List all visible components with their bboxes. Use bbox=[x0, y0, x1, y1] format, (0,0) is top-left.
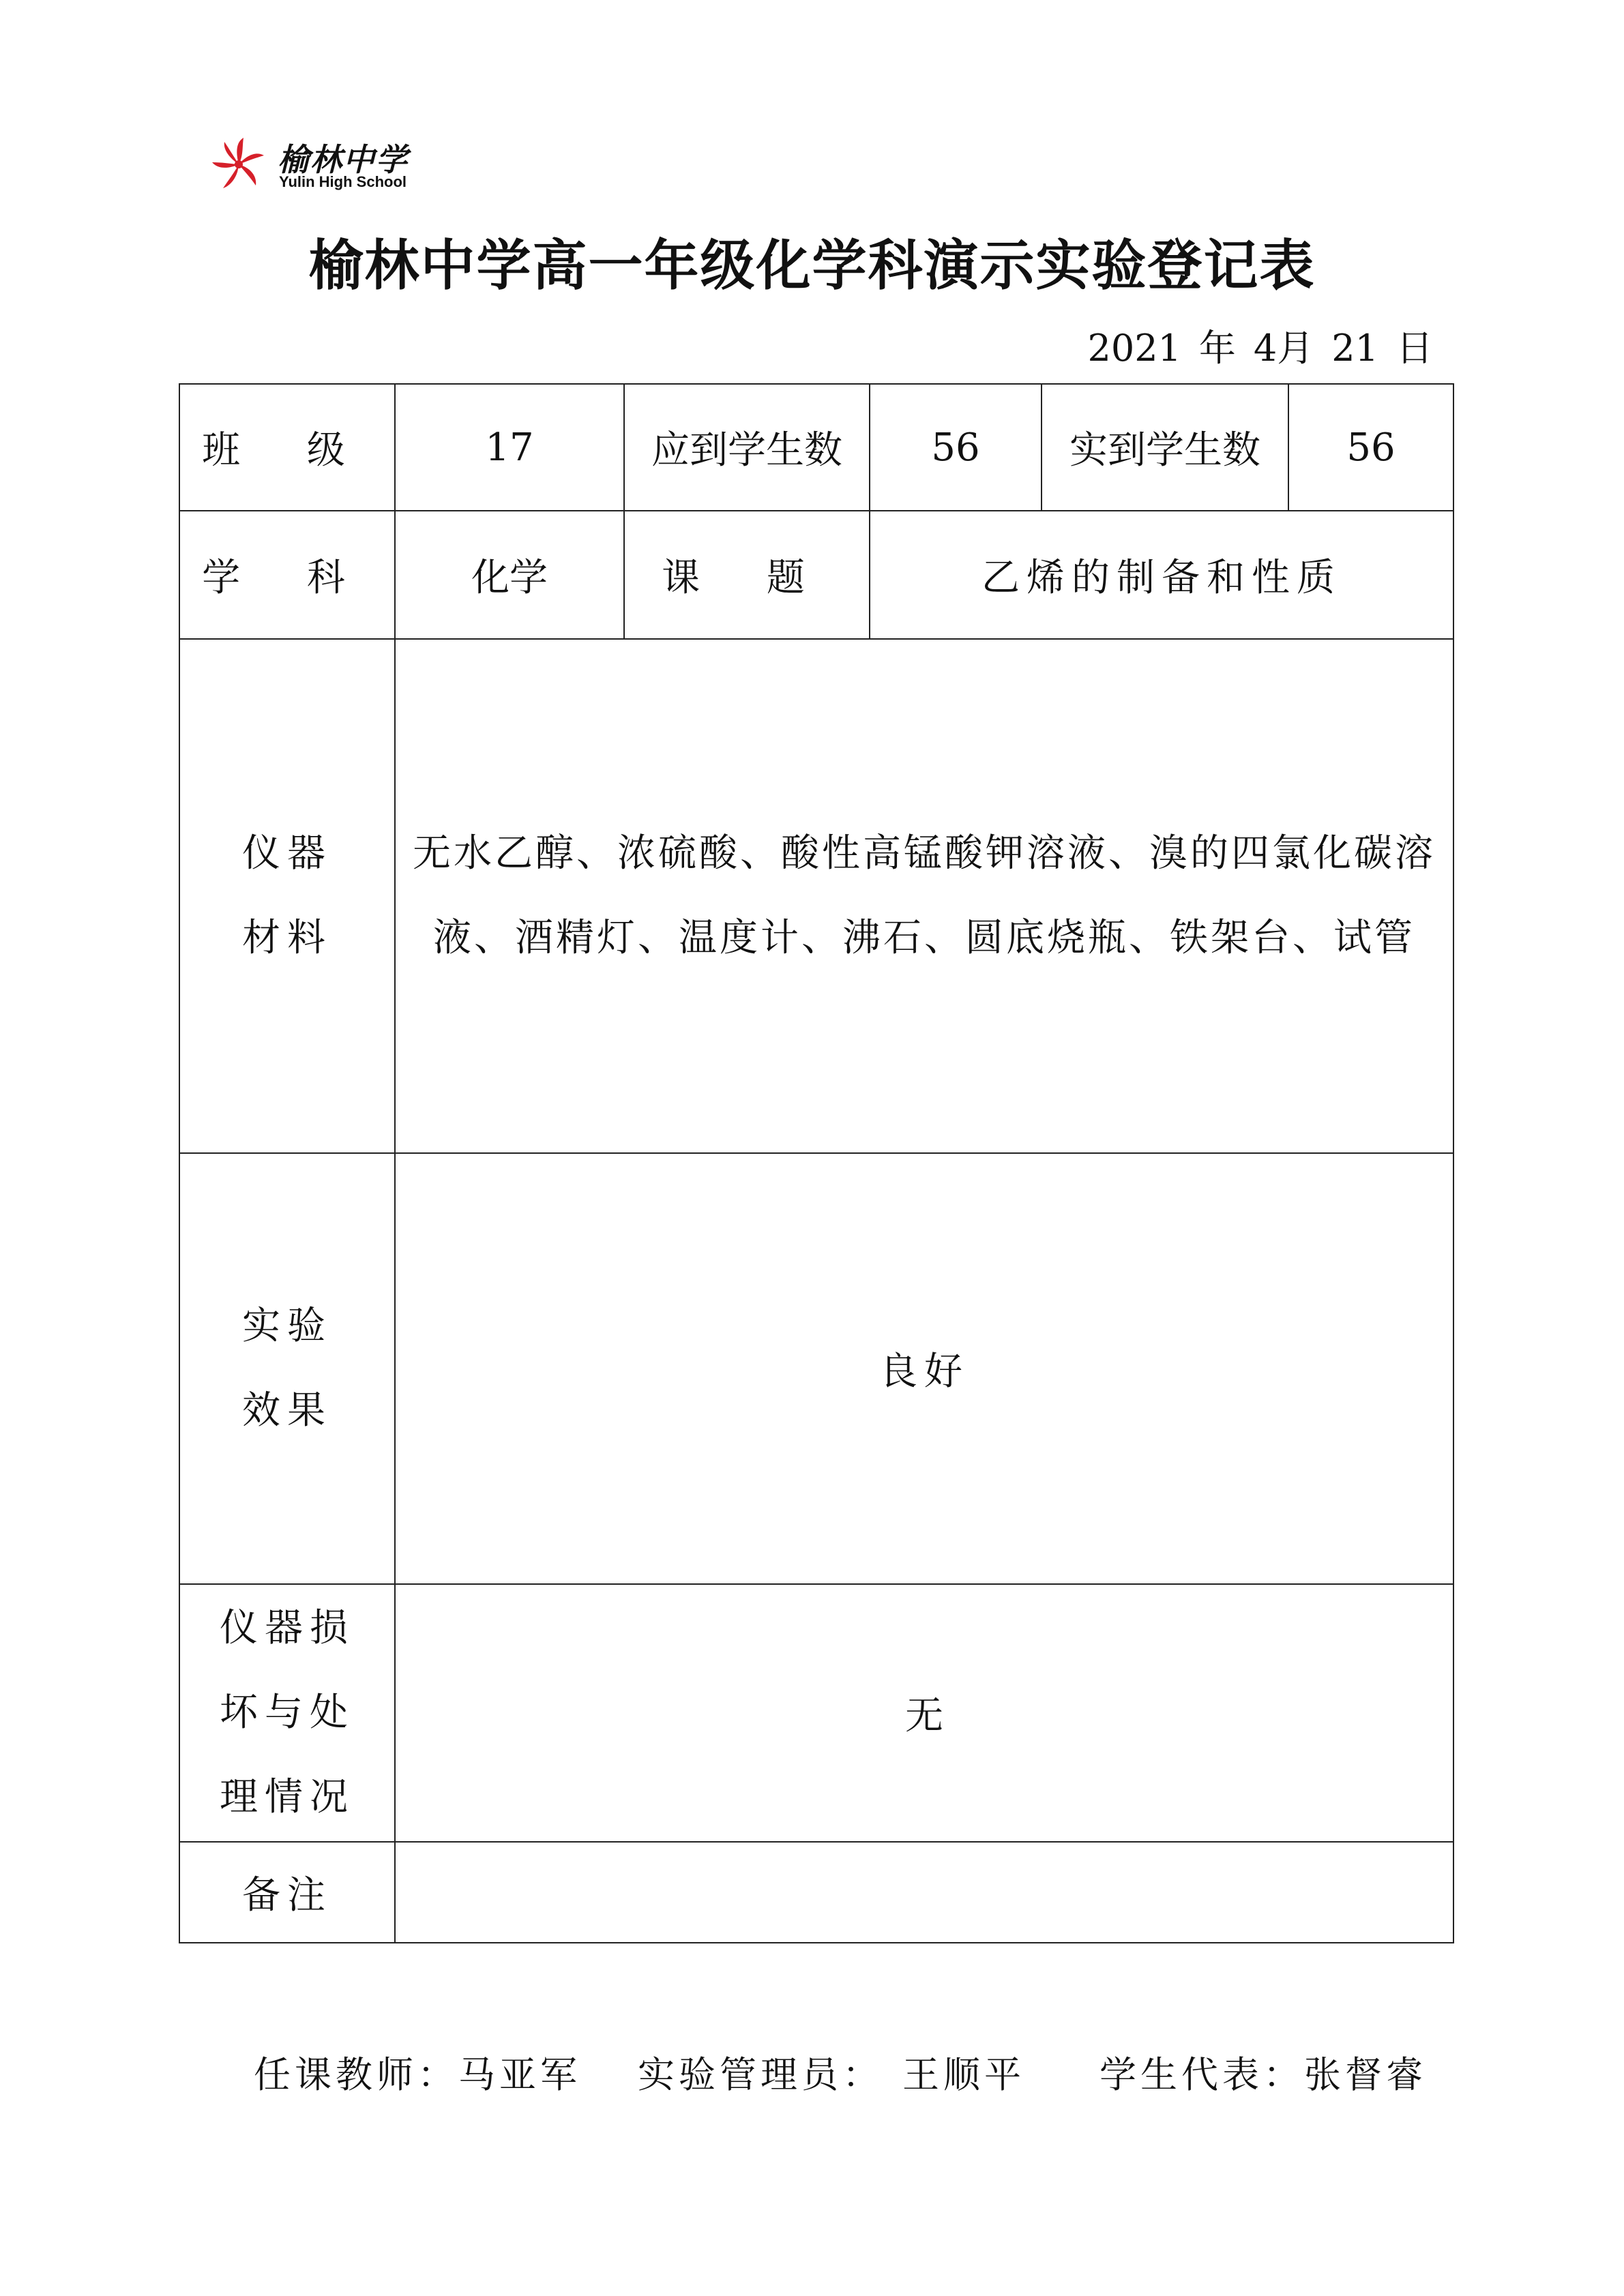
teacher-signature bbox=[254, 2046, 581, 2098]
topic-value: 乙烯的制备和性质 bbox=[870, 511, 1453, 639]
remark-value bbox=[395, 1842, 1453, 1943]
class-label: 班 级 bbox=[179, 384, 395, 511]
effect-label-line2: 效果 bbox=[242, 1388, 332, 1433]
subject-label: 学 科 bbox=[179, 511, 395, 639]
actual-students-label: 实到学生数 bbox=[1042, 384, 1288, 511]
admin-name: 王顺平 bbox=[902, 2053, 1025, 2096]
admin-label: 实验管理员： bbox=[638, 2053, 883, 2096]
experiment-registration-table bbox=[179, 383, 1454, 1943]
row-damage bbox=[179, 1584, 1453, 1842]
date-year-unit: 年 bbox=[1198, 327, 1236, 370]
teacher-name: 马亚军 bbox=[458, 2053, 581, 2096]
damage-label bbox=[179, 1584, 395, 1842]
record-date bbox=[1087, 319, 1433, 372]
row-remark bbox=[179, 1842, 1453, 1943]
student-label: 学生代表： bbox=[1099, 2053, 1304, 2096]
materials-value: 无水乙醇、浓硫酸、酸性高锰酸钾溶液、溴的四氯化碳溶液、酒精灯、温度计、沸石、圆底烧瓶、铁架台、试管 bbox=[395, 639, 1453, 1153]
expected-students-label: 应到学生数 bbox=[624, 384, 870, 511]
damage-value: 无 bbox=[395, 1584, 1453, 1842]
document-title: 榆林中学高一年级化学科演示实验登记表 bbox=[308, 234, 1316, 297]
logo-school-name-en: Yulin High School bbox=[279, 173, 407, 190]
damage-label-line3: 理情况 bbox=[220, 1775, 355, 1819]
date-day-unit: 日 bbox=[1396, 327, 1433, 370]
student-signature bbox=[1099, 2046, 1427, 2098]
materials-label-line1: 仪器 bbox=[242, 831, 332, 876]
row-materials bbox=[179, 639, 1453, 1153]
class-value: 17 bbox=[395, 384, 624, 511]
subject-value: 化学 bbox=[395, 511, 624, 639]
row-class-info bbox=[179, 384, 1453, 511]
effect-label-line1: 实验 bbox=[242, 1304, 332, 1348]
row-effect bbox=[179, 1153, 1453, 1584]
student-name: 张督睿 bbox=[1304, 2053, 1427, 2096]
row-subject-topic bbox=[179, 511, 1453, 639]
school-logo bbox=[208, 134, 440, 195]
effect-value: 良好 bbox=[395, 1153, 1453, 1584]
expected-students-value: 56 bbox=[870, 384, 1042, 511]
materials-label-line2: 材料 bbox=[242, 916, 332, 960]
red-pinwheel-logo-icon bbox=[208, 134, 269, 195]
teacher-label: 任课教师： bbox=[254, 2053, 458, 2096]
remark-label: 备注 bbox=[179, 1842, 395, 1943]
date-day: 21 bbox=[1331, 327, 1378, 370]
logo-school-name-cn: 榆林中学 bbox=[278, 141, 409, 178]
damage-label-line1: 仪器损 bbox=[220, 1606, 355, 1650]
date-month: 4 bbox=[1253, 327, 1278, 370]
date-month-unit: 月 bbox=[1277, 327, 1314, 370]
admin-signature bbox=[638, 2046, 1025, 2098]
materials-label bbox=[179, 639, 395, 1153]
topic-label: 课 题 bbox=[624, 511, 870, 639]
date-year: 2021 bbox=[1087, 327, 1181, 370]
effect-label bbox=[179, 1153, 395, 1584]
actual-students-value: 56 bbox=[1288, 384, 1453, 511]
damage-label-line2: 坏与处 bbox=[220, 1690, 355, 1735]
